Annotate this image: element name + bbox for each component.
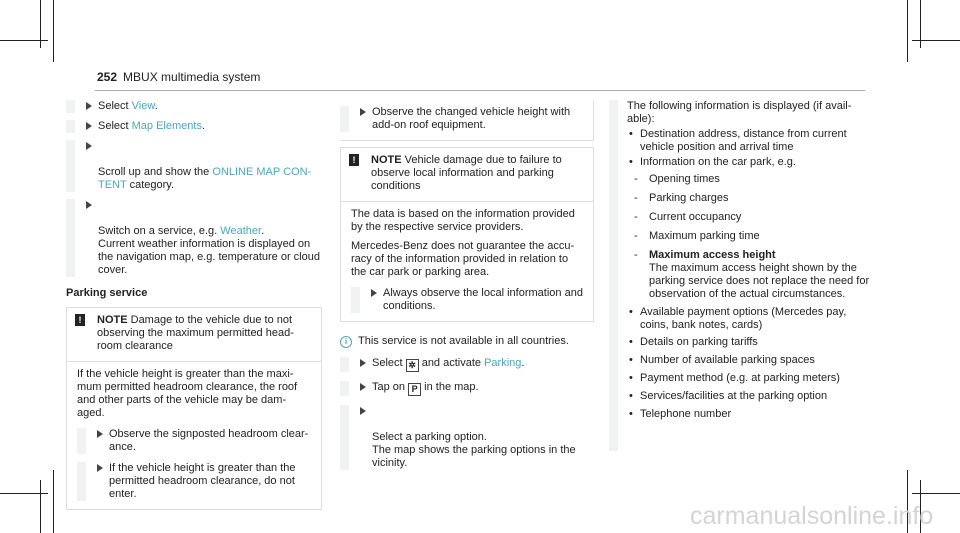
column-1 [66, 100, 322, 510]
step-select-parking-option: Select a parking option. The map shows the parking options in the vicinity. [340, 405, 594, 470]
notice-step: Always observe the local information and conditions. [351, 287, 585, 313]
page-number: 252 [97, 70, 118, 84]
list-item: • Information on the car park, e.g. [627, 156, 871, 169]
link-parking[interactable]: Parking [484, 357, 522, 369]
step-arrow-icon [86, 102, 92, 110]
sub-list-item: - Maximum access height The maximum access height shown by the parking service does not replace the need for observation of the actual circumstances. [634, 249, 870, 300]
link-map-elements[interactable]: Map Elements [131, 120, 202, 132]
crop-mark [53, 470, 54, 533]
step-arrow-icon [86, 142, 92, 150]
notice-text: The data is based on the information provided by the respective service providers. [351, 208, 575, 233]
sub-list-item: - Opening times [634, 173, 720, 185]
sub-list-item: - Maximum parking time [634, 230, 760, 242]
header-rule [95, 90, 865, 91]
notice-step: If the vehicle height is greater than the permitted headroom clearance, do not enter. [77, 462, 313, 501]
warning-icon: ! [75, 314, 85, 326]
notice-step: Observe the signposted headroom clear-ance. [77, 428, 313, 454]
list-item: • Number of available parking spaces [627, 354, 871, 367]
list-item: • Available payment options (Mercedes pay, coins, bank notes, cards) [627, 306, 871, 332]
step-arrow-icon [360, 359, 366, 367]
list-item: • Destination address, distance from current vehicle position and arrival time [627, 128, 871, 154]
crop-mark [907, 0, 908, 62]
notice-label: NOTE [371, 154, 402, 166]
notice-label: NOTE [97, 314, 128, 326]
info-note: i This service is not available in all countries. [340, 335, 594, 348]
watermark: carmanualsonline.info [690, 502, 934, 530]
step-arrow-icon [86, 201, 92, 209]
list-item: • Details on parking tariffs [627, 336, 871, 349]
crop-mark [0, 493, 48, 494]
page-header [97, 70, 260, 84]
crop-mark [0, 40, 48, 41]
step-arrow-icon [360, 407, 366, 415]
list-item: • Payment method (e.g. at parking meters) [627, 372, 871, 385]
step-observe-height: Observe the changed vehicle height with add-on roof equipment. [340, 106, 593, 132]
link-weather[interactable]: Weather [220, 225, 262, 237]
step-arrow-icon [97, 464, 103, 472]
list-item: • Services/facilities at the parking option [627, 390, 871, 403]
column-2 [340, 100, 594, 470]
crop-mark [40, 480, 41, 533]
notice-step-box [340, 100, 594, 141]
notice-box [66, 307, 322, 510]
chapter-title: MBUX multimedia system [123, 70, 261, 84]
notice-box [340, 147, 594, 322]
step-arrow-icon [360, 108, 366, 116]
step-select-view: Select View. [66, 100, 322, 113]
notice-title: Vehicle damage due to failure to observe local information and parking conditions [371, 154, 562, 192]
settings-icon: ✲ [406, 359, 419, 372]
step-tap-p: Tap on P in the map. [340, 381, 594, 396]
notice-text: Mercedes-Benz does not guarantee the accu-racy of the information provided in relation to the car park or parking area. [351, 240, 575, 278]
column-3 [609, 100, 871, 421]
intro-text: The following information is displayed (if avail-able): [627, 100, 852, 125]
link-view[interactable]: View [131, 100, 155, 112]
sub-list-item: - Parking charges [634, 192, 729, 204]
crop-mark [912, 40, 960, 41]
sub-list-item: - Current occupancy [634, 211, 742, 223]
max-access-title: Maximum access height [649, 249, 776, 261]
info-icon: i [340, 336, 352, 348]
section-heading: Parking service [66, 287, 148, 299]
column-bar [609, 100, 618, 451]
step-select-parking: Select ✲ and activate Parking. [340, 357, 594, 372]
link-online-map-content[interactable]: ONLINE MAP CON- TENT [98, 166, 312, 191]
warning-icon: ! [349, 154, 359, 166]
step-scroll-online-map: Scroll up and show the ONLINE MAP CON- TENT category. [66, 140, 322, 192]
list-item: • Telephone number [627, 408, 871, 421]
step-arrow-icon [360, 383, 366, 391]
step-select-map-elements: Select Map Elements. [66, 120, 322, 133]
notice-title: Damage to the vehicle due to not observing the maximum permitted head-room clearance [97, 314, 294, 352]
crop-mark [912, 493, 960, 494]
step-arrow-icon [371, 289, 377, 297]
step-arrow-icon [97, 430, 103, 438]
max-access-text: The maximum access height shown by the parking service does not replace the need for observation of the actual circumstances. [649, 262, 870, 300]
step-switch-on-service: Switch on a service, e.g. Weather. Current weather information is displayed on the navigation map, e.g. temperature or cloud cover. [66, 199, 322, 277]
crop-mark [53, 0, 54, 62]
parking-icon: P [408, 383, 421, 396]
step-arrow-icon [86, 122, 92, 130]
notice-text: If the vehicle height is greater than the maxi-mum permitted headroom clearance, the roof and other parts of the vehicle may be dam-aged. [77, 368, 298, 419]
